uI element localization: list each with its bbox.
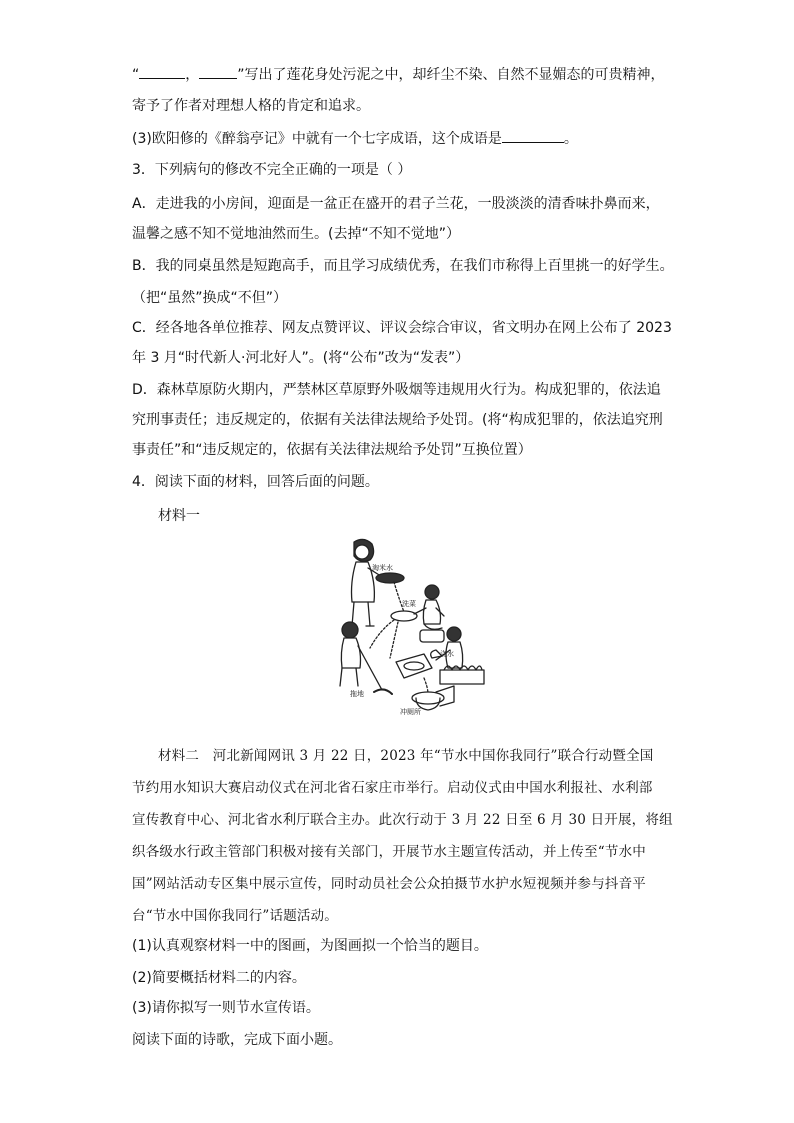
option-a-line-1: A．走进我的小房间，迎面是一盆正在盛开的君子兰花，一股淡淡的清香味扑鼻而来， bbox=[132, 196, 660, 212]
girl-watering-plants-figure bbox=[431, 627, 484, 684]
option-b-line-1: B．我的同桌虽然是短跑高手，而且学习成绩优秀，在我们市称得上百里挑一的好学生。 bbox=[132, 258, 674, 274]
option-d-line-1: D．森林草原防火期内，严禁林区草原野外吸烟等违规用火行为。构成犯罪的，依法追 bbox=[132, 382, 661, 398]
sub-question-3: (3)请你拟写一则节水宣传语。 bbox=[132, 1000, 320, 1016]
sub-question-1: (1)认真观察材料一中的图画，为图画拟一个恰当的题目。 bbox=[132, 938, 488, 954]
child-mopping-figure bbox=[340, 622, 392, 694]
question-3: 3．下列病句的修改不完全正确的一项是（ ） bbox=[132, 162, 412, 178]
option-d-line-3: 事责任”和“违反规定的，依据有关法律法规给予处罚”互换位置） bbox=[132, 442, 532, 458]
idiom-question-line: (3)欧阳修的《醉翁亭记》中就有一个七字成语，这个成语是 。 bbox=[132, 128, 578, 149]
option-c-line-2: 年 3 月“时代新人·河北好人”。(将“公布”改为“发表”） bbox=[132, 350, 470, 366]
material-2-line-4: 织各级水行政主管部门积极对接有关部门，开展节水主题宣传活动，并上传至“节水中 bbox=[132, 844, 647, 860]
question-4: 4．阅读下面的材料，回答后面的问题。 bbox=[132, 474, 379, 490]
poem-instruction: 阅读下面的诗歌，完成下面小题。 bbox=[132, 1032, 342, 1048]
boy-washing-vegetables-figure bbox=[414, 585, 444, 642]
illustration-label-rice-water: 淘米水 bbox=[372, 564, 393, 572]
material-2-line-6: 台“节水中国你我同行”话题活动。 bbox=[132, 908, 339, 924]
material-2-line-5: 国”网站活动专区集中展示宣传，同时动员社会公众拍摄节水护水短视频并参与抖音平 bbox=[132, 876, 647, 892]
material-2-line-1: 材料二 河北新闻网讯 3 月 22 日，2023 年“节水中国你我同行”联合行动暨全国 bbox=[158, 748, 654, 764]
text-line: 寄予了作者对理想人格的肯定和追求。 bbox=[132, 98, 370, 114]
illustration-label-wash-vegetables: 洗菜 bbox=[402, 600, 416, 608]
option-c-line-1: C．经各地各单位推荐、网友点赞评议、评议会综合审议，省文明办在网上公布了 2023 bbox=[132, 320, 672, 336]
rice-water-basin bbox=[376, 573, 404, 612]
poem-quote-line: “ ， ”写出了莲花身处污泥之中，却纤尘不染、自然不显媚态的可贵精神， bbox=[132, 64, 665, 85]
answer-blank-3 bbox=[502, 128, 564, 143]
answer-blank-2 bbox=[199, 64, 237, 79]
vegetable-basin bbox=[370, 611, 417, 658]
water-saving-illustration bbox=[328, 534, 498, 718]
illustration-label-watering: 浇水 bbox=[440, 650, 454, 658]
woman-pouring-figure bbox=[348, 539, 384, 626]
material-2-line-3: 宣传教育中心、河北省水利厅联合主办。此次行动于 3 月 22 日至 6 月 30 日开展，将组 bbox=[132, 812, 673, 828]
answer-blank-1 bbox=[139, 64, 185, 79]
material-2-line-2: 节约用水知识大赛启动仪式在河北省石家庄市举行。启动仪式由中国水利报社、水利部 bbox=[132, 780, 653, 796]
option-b-line-2: （把“虽然”换成“不但”） bbox=[132, 290, 288, 306]
option-a-line-2: 温馨之感不知不觉地油然而生。(去掉“不知不觉地”） bbox=[132, 226, 460, 242]
material-1-label: 材料一 bbox=[158, 508, 200, 524]
option-d-line-2: 究刑事责任；违反规定的，依据有关法律法规给予处罚。(将“构成犯罪的，依法追究刑 bbox=[132, 412, 663, 428]
illustration-label-flush-toilet: 冲厕所 bbox=[400, 708, 421, 716]
illustration-label-mopping: 拖地 bbox=[350, 690, 364, 698]
sub-question-2: (2)简要概括材料二的内容。 bbox=[132, 970, 306, 986]
